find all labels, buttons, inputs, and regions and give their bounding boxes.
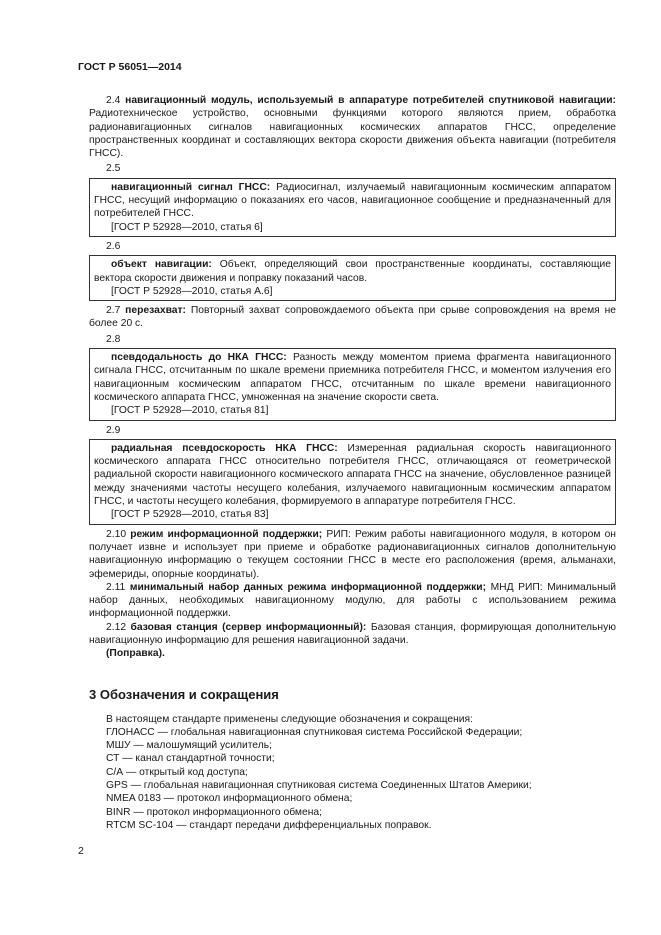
term-name: радиальная псевдоскорость НКА ГНСС: [111, 442, 338, 454]
abbreviation-item: СТ — канал стандартной точности; [106, 753, 275, 765]
term-name: минимальный набор данных режима информационной поддержки; [129, 581, 486, 593]
term-name: перезахват: [125, 305, 186, 317]
term-name: базовая станция (сервер информационный): [130, 621, 367, 633]
abbreviation-item: GPS — глобальная навигационная спутниковая система Соединенных Штатов Америки; [106, 780, 532, 792]
term-number: 2.12 [106, 621, 127, 633]
term-definition: МНД РИП: Минимальный набор данных, необходимых навигационному модулю, для работы с использованием режима информационной поддержки. [89, 581, 616, 620]
term-number: 2.6 [106, 240, 121, 252]
term-2-4 [89, 94, 616, 160]
term-name: навигационный модуль, используемый в аппаратуре потребителей спутниковой навигации: [125, 95, 616, 106]
term-number: 2.11 [106, 581, 126, 593]
abbreviation-item: ГЛОНАСС — глобальная навигационная спутниковая система Российской Федерации; [106, 726, 523, 738]
abbreviation-item: МШУ — малошумящий усилитель; [106, 740, 272, 752]
section-intro: В настоящем стандарте применены следующие обозначения и сокращения: [106, 713, 473, 725]
term-number: 2.10 [106, 528, 127, 540]
term-name: навигационный сигнал ГНСС: [111, 181, 271, 193]
abbreviation-item: NMEA 0183 — протокол информационного обмена; [106, 793, 353, 805]
page-number: 2 [78, 845, 84, 857]
term-reference: [ГОСТ Р 52928—2010, статья 6] [111, 221, 263, 233]
term-name: объект навигации: [111, 259, 212, 271]
term-definition: Разность между моментом приема фрагмента навигационного сигнала ГНСС, отсчитанным по шкале времени приемника потребителя ГНСС, и моментом излучения его навигационным космическим аппаратом ГНСС, отсчитанным по шкале времени навигационного космического аппарата ГНСС, умноженная на значение скорости света. [94, 352, 611, 403]
term-number: 2.5 [106, 163, 121, 175]
term-box-2-8 [89, 348, 616, 420]
term-box-2-9 [89, 439, 616, 525]
term-number: 2.8 [106, 333, 121, 345]
term-definition: Базовая станция, формирующая дополнительную навигационную информацию для решения навигационной задачи. [89, 621, 616, 646]
term-reference: [ГОСТ Р 52928—2010, статья 83] [111, 509, 269, 521]
section-title: 3 Обозначения и сокращения [89, 686, 279, 702]
term-definition: Объект, определяющий свои пространственные координаты, составляющие вектора скорости движения и поправку показаний часов. [94, 259, 611, 284]
term-2-7 [89, 304, 616, 331]
term-reference: [ГОСТ Р 52928—2010, статья 81] [111, 405, 269, 417]
amendment-note: (Поправка). [106, 648, 165, 660]
term-2-10 [89, 528, 616, 581]
term-name: псевдодальность до НКА ГНСС: [111, 352, 287, 364]
term-number: 2.7 [106, 305, 121, 317]
term-definition: Измеренная радиальная скорость навигационного космического аппарата ГНСС относительно потребителя ГНСС, отличающаяся от геометрической радиальной скорости навигационного космического аппарата ГНСС на значение, обусловленное разницей между значениями частоты несущего колебания, излучаемого навигационным космическим аппаратом ГНСС, и частоты несущего колебания, формируемого в аппаратуре потребителя ГНСС. [94, 442, 611, 508]
term-box-2-6 [89, 255, 616, 301]
term-definition: Радиосигнал, излучаемый навигационным космическим аппаратом ГНСС, несущий информацию о показаниях его часов, навигационное сообщение и предназначенный для потребителей ГНСС. [94, 181, 611, 220]
term-definition: РИП: Режим работы навигационного модуля, в котором он получает извне и использует при приеме и обработке радионавигационных сигналов дополнительную навигационную информацию о текущем состоянии ГНСС в месте его расположения (время, альманахи, эфемериды, опорные координаты). [89, 528, 616, 580]
term-reference: [ГОСТ Р 52928—2010, статья А.6] [111, 285, 273, 297]
abbreviation-item: С/А — открытый код доступа; [106, 766, 248, 778]
term-definition: Радиотехническое устройство, основными функциями которого являются прием, обработка радионавигационных сигналов навигационных космических аппаратов ГНСС, определение пространственных координат и составляющих вектора скорости движения объекта навигации (потребителя ГНСС). [89, 108, 616, 160]
term-box-2-5 [89, 178, 616, 237]
document-code: ГОСТ Р 56051—2014 [78, 61, 182, 73]
term-2-12 [89, 621, 616, 648]
term-definition: Повторный захват сопровождаемого объекта при срыве сопровождения на время не более 20 с. [89, 305, 616, 330]
term-2-11 [89, 581, 616, 621]
document-body [89, 94, 616, 832]
term-number: 2.9 [106, 424, 121, 436]
abbreviation-item: BINR — протокол информационного обмена; [106, 806, 322, 818]
term-number: 2.4 [106, 95, 121, 106]
abbreviation-item: RTCM SC-104 — стандарт передачи дифференциальных поправок. [106, 819, 432, 831]
term-name: режим информационной поддержки; [130, 528, 323, 540]
